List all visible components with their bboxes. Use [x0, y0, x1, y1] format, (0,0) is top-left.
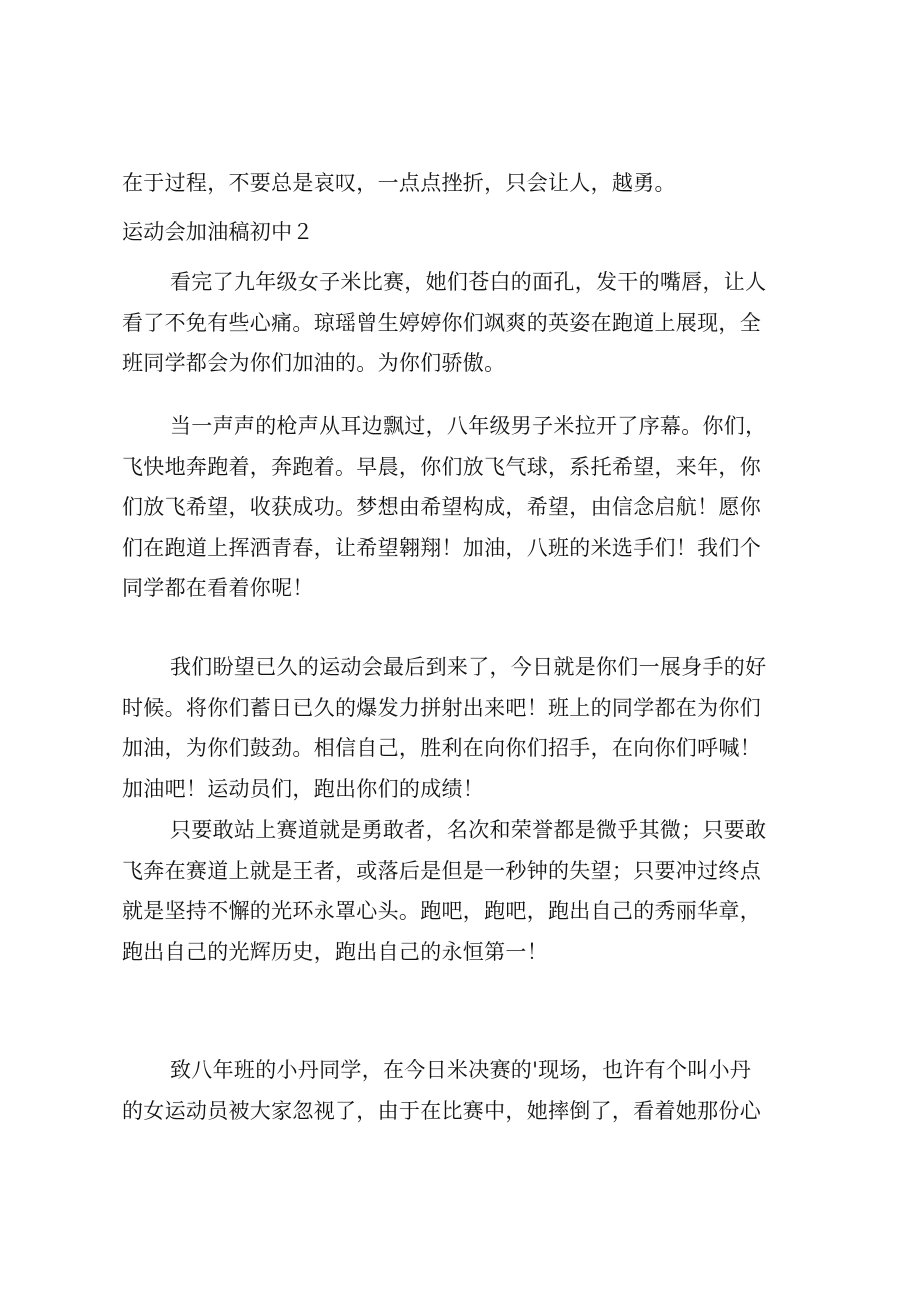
text-line: 班同学都会为你们加油的。为你们骄傲。	[122, 351, 506, 375]
text-line: 飞快地奔跑着，奔跑着。早晨，你们放飞气球，系托希望，来年，你	[122, 454, 761, 479]
text-line: 看完了九年级女子米比赛，她们苍白的面孔，发干的嘴唇，让人	[170, 270, 767, 294]
text-line: 在于过程，不要总是哀叹，一点点挫折，只会让人，越勇。	[122, 171, 676, 195]
paragraph-5	[122, 1050, 832, 1131]
intro-line	[122, 164, 818, 203]
paragraph-4	[122, 810, 832, 972]
text-line: 我们盼望已久的运动会最后到来了，今日就是你们一展身手的好	[170, 655, 767, 679]
text-line: 只要敢站上赛道就是勇敢者，名次和荣誉都是微乎其微；只要敢	[170, 818, 767, 842]
paragraph-1	[122, 262, 832, 384]
text-line: 看了不免有些心痛。琼瑶曾生婷婷你们飒爽的英姿在跑道上展现，全	[122, 310, 761, 335]
text-line: 致八年班的小丹同学，在今日米决赛的'现场，也许有个叫小丹	[170, 1058, 752, 1082]
text-line: 的女运动员被大家忽视了，由于在比赛中，她摔倒了，看着她那份心	[122, 1098, 761, 1123]
text-line: 同学都在看着你呢！	[122, 576, 314, 600]
text-line: 加油吧！运动员们，跑出你们的成绩！	[122, 776, 485, 801]
text-line: 加油，为你们鼓劲。相信自己，胜利在向你们招手，在向你们呼喊！	[122, 736, 761, 760]
text-line: 当一声声的枪声从耳边飘过，八年级男子米拉开了序幕。你们，	[170, 414, 767, 438]
text-line: 们放飞希望，收获成功。梦想由希望构成，希望，由信念启航！愿你	[122, 495, 761, 519]
text-line: 时候。将你们蓄日已久的爆发力拼射出来吧！班上的同学都在为你们	[122, 695, 761, 720]
text-line: 飞奔在赛道上就是王者，或落后是但是一秒钟的失望；只要冲过终点	[122, 858, 761, 883]
text-line: 们在跑道上挥洒青春，让希望翱翔！加油，八班的米选手们！我们个	[122, 535, 761, 560]
text-line: 跑出自己的光辉历史，跑出自己的永恒第一！	[122, 939, 548, 964]
paragraph-3	[122, 647, 832, 809]
section-title: 运动会加油稿初中２	[122, 220, 314, 244]
paragraph-2	[122, 406, 832, 609]
text-line: 就是坚持不懈的光环永罩心头。跑吧，跑吧，跑出自己的秀丽华章，	[122, 899, 761, 923]
